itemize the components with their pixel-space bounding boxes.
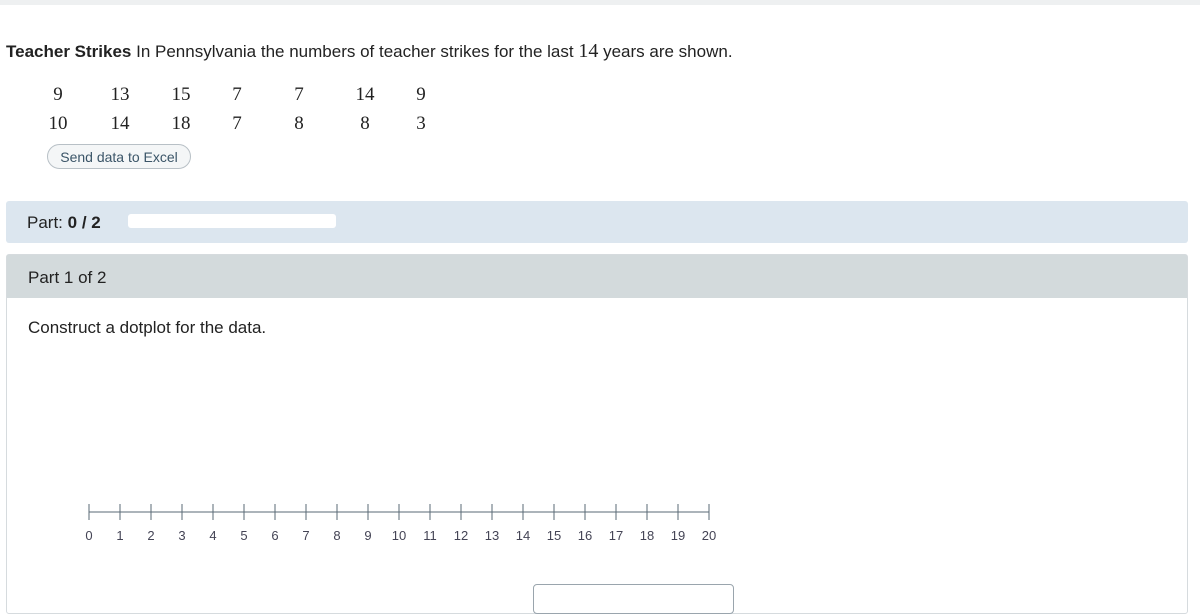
data-cell: 3 xyxy=(416,113,426,134)
axis-tick-label: 12 xyxy=(453,528,469,543)
axis-tick-label: 0 xyxy=(85,528,93,543)
data-cell: 8 xyxy=(360,113,370,134)
data-cell: 9 xyxy=(53,84,63,105)
axis-tick-label: 7 xyxy=(302,528,310,543)
axis-tick-label: 10 xyxy=(391,528,407,543)
problem-text-after: years are shown. xyxy=(603,42,733,61)
data-cell: 8 xyxy=(294,113,304,134)
axis-tick-label: 17 xyxy=(608,528,624,543)
part-label-text: Part: xyxy=(27,213,63,232)
data-cell: 13 xyxy=(110,84,130,105)
part-progress-value: 0 / 2 xyxy=(67,213,101,232)
problem-count: 14 xyxy=(578,40,599,62)
data-cell: 18 xyxy=(171,113,191,134)
axis-tick-label: 9 xyxy=(364,528,372,543)
axis-tick-label: 3 xyxy=(178,528,186,543)
axis-tick-label: 15 xyxy=(546,528,562,543)
axis-tick-label: 1 xyxy=(116,528,124,543)
instruction-text: Construct a dotplot for the data. xyxy=(28,318,267,337)
send-data-to-excel-button[interactable]: Send data to Excel xyxy=(47,144,191,169)
axis-tick-label: 8 xyxy=(333,528,341,543)
axis-tick-label: 6 xyxy=(271,528,279,543)
axis-tick-label: 4 xyxy=(209,528,217,543)
answer-input-box[interactable] xyxy=(533,584,734,614)
data-cell: 14 xyxy=(110,113,130,134)
data-cell: 10 xyxy=(48,113,68,134)
axis-tick-label: 18 xyxy=(639,528,655,543)
data-cell: 7 xyxy=(232,84,242,105)
problem-title: Teacher Strikes xyxy=(6,42,132,61)
data-cell: 14 xyxy=(355,84,375,105)
axis-tick-label: 2 xyxy=(147,528,155,543)
axis-tick-label: 19 xyxy=(670,528,686,543)
data-cell: 9 xyxy=(416,84,426,105)
data-cell: 7 xyxy=(232,113,242,134)
axis-tick-label: 5 xyxy=(240,528,248,543)
data-cell: 15 xyxy=(171,84,191,105)
axis-tick-label: 16 xyxy=(577,528,593,543)
axis-tick-label: 11 xyxy=(423,528,437,543)
axis-tick-label: 13 xyxy=(484,528,500,543)
problem-text-before: In Pennsylvania the numbers of teacher strikes for the last xyxy=(136,42,574,61)
axis-tick-label: 14 xyxy=(515,528,531,543)
data-cell: 7 xyxy=(294,84,304,105)
axis-tick-label: 20 xyxy=(701,528,717,543)
part-header-label: Part 1 of 2 xyxy=(28,268,107,287)
